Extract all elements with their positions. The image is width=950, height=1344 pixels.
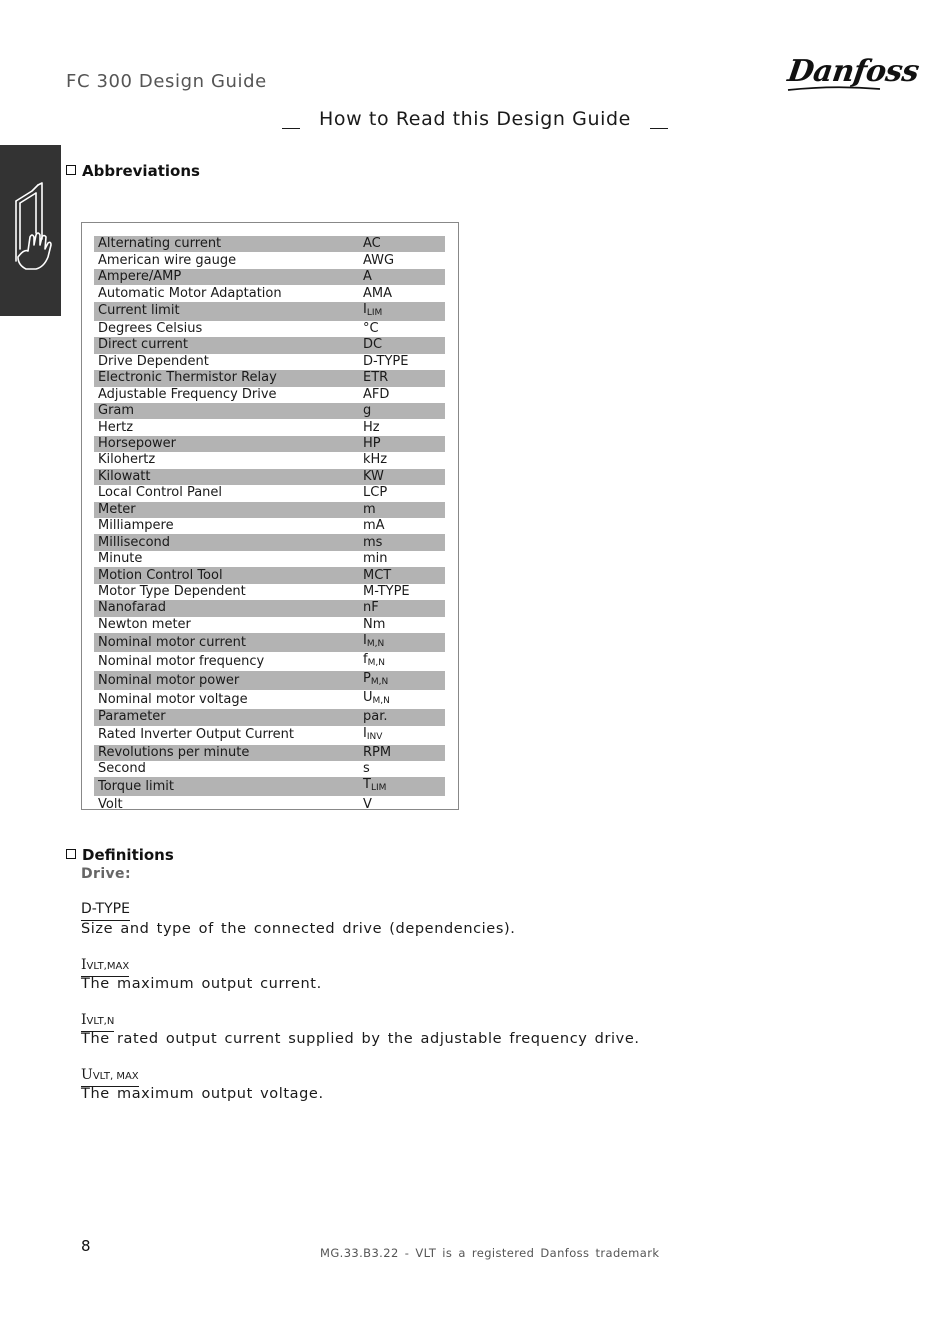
abbreviation-value-cell bbox=[359, 337, 445, 353]
abbreviation-main: M-TYPE bbox=[363, 583, 410, 599]
table-row bbox=[94, 436, 445, 452]
abbreviation-name-cell: Adjustable Frequency Drive bbox=[98, 386, 277, 402]
abbreviation-value-cell bbox=[359, 761, 445, 777]
abbreviation-subscript: M,N bbox=[372, 696, 390, 707]
table-row bbox=[94, 252, 445, 268]
abbreviation-name-cell: Rated Inverter Output Current bbox=[98, 727, 294, 742]
table-row bbox=[94, 518, 445, 534]
abbreviation-name-cell: Nominal motor voltage bbox=[98, 691, 248, 707]
definition-text: The rated output current supplied by the adjustable frequency drive. bbox=[81, 1031, 640, 1047]
abbreviation-name-cell: Motor Type Dependent bbox=[98, 583, 246, 599]
table-row bbox=[94, 485, 445, 501]
abbreviation-main: LCP bbox=[363, 485, 388, 501]
abbreviation-value-cell bbox=[359, 726, 445, 745]
abbreviations-heading bbox=[66, 162, 200, 180]
table-row bbox=[94, 236, 445, 252]
table-row bbox=[94, 534, 445, 550]
abbreviation-main: DC bbox=[363, 337, 383, 353]
abbreviation-subscript: M,N bbox=[367, 658, 385, 669]
table-row bbox=[94, 321, 445, 337]
heading-bullet-icon bbox=[66, 849, 76, 859]
abbreviation-subscript: M,N bbox=[370, 677, 389, 688]
table-row bbox=[94, 551, 445, 567]
abbreviation-value-cell bbox=[359, 370, 445, 386]
abbreviation-name-cell: American wire gauge bbox=[98, 252, 237, 268]
table-row bbox=[94, 709, 445, 725]
abbreviation-subscript: INV bbox=[366, 731, 383, 742]
abbreviation-name-cell: Motion Control Tool bbox=[94, 567, 359, 583]
abbreviation-value-cell bbox=[359, 518, 445, 534]
abbreviation-value-cell bbox=[359, 633, 445, 652]
abbreviation-main: HP bbox=[363, 436, 381, 452]
abbreviation-main: par. bbox=[363, 709, 388, 725]
table-row bbox=[94, 354, 445, 370]
abbreviation-main: ms bbox=[363, 534, 383, 550]
abbreviation-value-cell bbox=[359, 709, 445, 725]
abbreviation-value-cell bbox=[359, 252, 445, 268]
abbreviation-name-cell: Alternating current bbox=[94, 236, 359, 252]
abbreviation-name-cell: Local Control Panel bbox=[98, 485, 223, 501]
abbreviation-value-cell bbox=[359, 285, 445, 301]
abbreviation-value-cell bbox=[359, 567, 445, 583]
section-header bbox=[0, 108, 950, 130]
abbreviation-name-cell: Degrees Celsius bbox=[98, 320, 203, 336]
abbreviation-name-cell: Gram bbox=[94, 403, 359, 419]
table-row bbox=[94, 502, 445, 518]
abbreviation-value-cell bbox=[359, 690, 445, 709]
definition-term bbox=[81, 1067, 139, 1087]
side-tab bbox=[0, 145, 61, 316]
abbreviation-main: AWG bbox=[363, 252, 395, 268]
danfoss-logo: Danfoss bbox=[785, 54, 921, 89]
abbreviation-name-cell: Ampere/AMP bbox=[94, 269, 359, 285]
definition-term-sub: VLT,N bbox=[86, 1016, 115, 1027]
abbreviation-main: RPM bbox=[363, 744, 392, 760]
abbreviation-name-cell: Hertz bbox=[98, 419, 134, 435]
definition-term-main: I bbox=[81, 957, 87, 973]
definition-text: Size and type of the connected drive (dependencies). bbox=[81, 921, 516, 937]
table-row bbox=[94, 269, 445, 285]
abbreviation-name-cell: Volt bbox=[98, 796, 123, 812]
abbreviation-main: U bbox=[363, 690, 373, 706]
section-title: How to Read this Design Guide bbox=[319, 108, 631, 130]
table-row bbox=[94, 761, 445, 777]
abbreviation-value-cell bbox=[359, 269, 445, 285]
abbreviation-value-cell bbox=[359, 796, 445, 812]
table-row bbox=[94, 567, 445, 583]
table-row bbox=[94, 419, 445, 435]
abbreviation-value-cell bbox=[359, 502, 445, 518]
abbreviation-value-cell bbox=[359, 777, 445, 796]
abbreviation-name-cell: Millisecond bbox=[94, 534, 359, 550]
heading-bullet-icon bbox=[66, 165, 76, 175]
abbreviation-name-cell: Kilowatt bbox=[94, 469, 359, 485]
abbreviation-main: Nm bbox=[363, 616, 386, 632]
abbreviation-value-cell bbox=[359, 551, 445, 567]
abbreviation-main: Hz bbox=[363, 419, 380, 435]
table-row bbox=[94, 777, 445, 796]
definition-text: The maximum output voltage. bbox=[81, 1086, 324, 1102]
abbreviation-value-cell bbox=[359, 452, 445, 468]
abbreviation-main: AMA bbox=[363, 285, 393, 301]
abbreviation-main: I bbox=[363, 725, 367, 741]
definition-text: The maximum output current. bbox=[81, 976, 322, 992]
abbreviation-main: kHz bbox=[363, 452, 388, 468]
abbreviation-name-cell: Nominal motor current bbox=[94, 633, 359, 652]
header-dash-right bbox=[650, 128, 668, 129]
table-row bbox=[94, 387, 445, 403]
abbreviation-name-cell: Kilohertz bbox=[98, 452, 156, 468]
abbreviation-main: MCT bbox=[363, 567, 392, 583]
abbreviation-value-cell bbox=[359, 745, 445, 761]
abbreviation-name-cell: Nominal motor power bbox=[94, 671, 359, 690]
abbreviation-name-cell: Drive Dependent bbox=[98, 353, 209, 369]
definition-term bbox=[81, 901, 130, 921]
abbreviation-subscript: M,N bbox=[366, 639, 385, 650]
abbreviation-main: KW bbox=[363, 468, 384, 484]
abbreviation-name-cell: Nominal motor frequency bbox=[98, 653, 265, 669]
abbreviation-main: g bbox=[363, 403, 372, 419]
logo-swoosh-icon bbox=[786, 86, 882, 92]
definitions-subheading: Drive: bbox=[81, 866, 131, 882]
definition-term-sub: VLT, MAX bbox=[92, 1071, 139, 1082]
table-row bbox=[94, 370, 445, 386]
abbreviation-value-cell bbox=[359, 354, 445, 370]
abbreviation-name-cell: Torque limit bbox=[94, 777, 359, 796]
abbreviation-main: ETR bbox=[363, 370, 389, 386]
abbreviation-main: I bbox=[363, 301, 367, 317]
abbreviation-value-cell bbox=[359, 302, 445, 321]
abbreviation-main: AFD bbox=[363, 386, 390, 402]
table-row bbox=[94, 584, 445, 600]
abbreviation-main: f bbox=[363, 652, 368, 668]
definition-term-main: D-TYPE bbox=[81, 901, 130, 917]
abbreviation-value-cell bbox=[359, 652, 445, 671]
abbreviation-main: V bbox=[363, 796, 372, 812]
table-row bbox=[94, 633, 445, 652]
abbreviation-main: P bbox=[363, 671, 371, 687]
abbreviation-value-cell bbox=[359, 403, 445, 419]
abbreviation-name-cell: Automatic Motor Adaptation bbox=[98, 285, 282, 301]
abbreviation-value-cell bbox=[359, 419, 445, 435]
table-row bbox=[94, 600, 445, 616]
abbreviation-name-cell: Electronic Thermistor Relay bbox=[94, 370, 359, 386]
table-row bbox=[94, 796, 445, 812]
definition-term-main: I bbox=[81, 1012, 87, 1028]
footer-text: MG.33.B3.22 - VLT is a registered Danfoss trademark bbox=[320, 1246, 660, 1260]
abbreviations-table bbox=[94, 236, 445, 813]
table-row bbox=[94, 285, 445, 301]
definition-term bbox=[81, 957, 129, 977]
abbreviation-main: AC bbox=[363, 236, 381, 252]
table-row bbox=[94, 652, 445, 671]
abbreviation-main: min bbox=[363, 551, 388, 567]
definition-term bbox=[81, 1012, 114, 1032]
abbreviation-value-cell bbox=[359, 617, 445, 633]
abbreviation-main: °C bbox=[363, 320, 379, 336]
abbreviation-main: I bbox=[363, 633, 367, 649]
abbreviations-heading-text: Abbreviations bbox=[82, 162, 200, 180]
table-row bbox=[94, 452, 445, 468]
abbreviation-name-cell: Parameter bbox=[94, 709, 359, 725]
abbreviation-value-cell bbox=[359, 534, 445, 550]
abbreviation-main: s bbox=[363, 761, 370, 777]
abbreviation-value-cell bbox=[359, 485, 445, 501]
abbreviation-name-cell: Nanofarad bbox=[94, 600, 359, 616]
definitions-heading bbox=[66, 846, 174, 864]
abbreviation-name-cell: Minute bbox=[98, 551, 143, 567]
table-row bbox=[94, 617, 445, 633]
abbreviation-name-cell: Milliampere bbox=[98, 518, 174, 534]
abbreviation-value-cell bbox=[359, 321, 445, 337]
table-row bbox=[94, 403, 445, 419]
table-row bbox=[94, 745, 445, 761]
hand-pointing-book-icon bbox=[8, 179, 56, 274]
abbreviation-name-cell: Meter bbox=[94, 502, 359, 518]
table-row bbox=[94, 726, 445, 745]
abbreviation-name-cell: Current limit bbox=[94, 302, 359, 321]
abbreviation-value-cell bbox=[359, 600, 445, 616]
abbreviation-name-cell: Newton meter bbox=[98, 616, 191, 632]
definitions-heading-text: Definitions bbox=[82, 846, 174, 864]
table-row bbox=[94, 690, 445, 709]
page-number: 8 bbox=[81, 1237, 91, 1255]
abbreviation-value-cell bbox=[359, 584, 445, 600]
abbreviation-name-cell: Horsepower bbox=[94, 436, 359, 452]
abbreviation-main: nF bbox=[363, 600, 379, 616]
abbreviation-name-cell: Revolutions per minute bbox=[94, 745, 359, 761]
abbreviation-main: mA bbox=[363, 518, 385, 534]
table-row bbox=[94, 469, 445, 485]
abbreviation-name-cell: Second bbox=[98, 761, 146, 777]
table-row bbox=[94, 302, 445, 321]
abbreviation-value-cell bbox=[359, 671, 445, 690]
abbreviation-value-cell bbox=[359, 436, 445, 452]
document-title: FC 300 Design Guide bbox=[66, 71, 267, 92]
abbreviation-value-cell bbox=[359, 387, 445, 403]
abbreviation-value-cell bbox=[359, 469, 445, 485]
abbreviation-subscript: LIM bbox=[370, 783, 387, 794]
abbreviation-name-cell: Direct current bbox=[94, 337, 359, 353]
abbreviation-subscript: LIM bbox=[366, 307, 383, 318]
table-row bbox=[94, 671, 445, 690]
abbreviation-main: A bbox=[363, 269, 372, 285]
abbreviation-main: T bbox=[363, 777, 371, 793]
definition-term-main: U bbox=[81, 1067, 93, 1083]
abbreviation-value-cell bbox=[359, 236, 445, 252]
header-dash-left bbox=[282, 128, 300, 129]
abbreviation-main: D-TYPE bbox=[363, 353, 409, 369]
definition-term-sub: VLT,MAX bbox=[86, 961, 130, 972]
abbreviation-main: m bbox=[363, 501, 376, 517]
table-row bbox=[94, 337, 445, 353]
